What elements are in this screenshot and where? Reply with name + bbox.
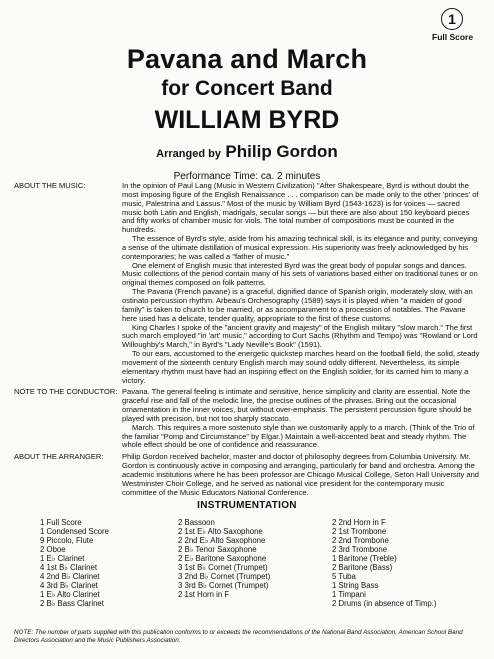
instrument-item: 1 E♭ Alto Clarinet: [40, 590, 100, 599]
about-music-paragraph: King Charles I spoke of the "ancient gravity and majesty" of the English military "slow march." The first such march employed "in 'art' music," according to Curt Sachs (Rhythm and Tempo) was "Rowland or Lord Willoughby's March," in Byrd's "Lady Neville's Book" (1591).: [122, 322, 478, 350]
instrument-item: 9 Piccolo, Flute: [40, 536, 94, 545]
arranger-prefix: Arranged by: [156, 148, 221, 160]
instrumentation-column: [40, 518, 160, 608]
page-number-badge: [432, 8, 472, 42]
about-music-paragraph: To our ears, accustomed to the energetic quickstep marches heard on the football field, the solid, steady movement of the sixteenth century English march may sound oddly different. Nevertheless, its simple elementary rhythm must have had an inspiring effect on the English soldier, for its carried him to many a victory.: [122, 349, 480, 385]
page-number: 1: [441, 8, 463, 30]
instrument-item: 2 E♭ Baritone Saxophone: [178, 554, 267, 563]
instrumentation-column: [178, 518, 328, 599]
instrument-item: 1 E♭ Clarinet: [40, 554, 85, 563]
footnote: NOTE: The number of parts supplied with this publication conforms to or exceeds the recommendations of the National Band Association, American School Band Directors Association and the Music Publishers Association.: [14, 629, 463, 644]
instrument-item: 4 2nd B♭ Clarinet: [40, 572, 100, 581]
conductor-note-paragraph: March. This requires a more sostenuto style than we customarily apply to a march. (Think of the Trio of the familiar "Pomp and Circumstance" by Elgar.) Maintain a well-accented beat and steady rhythm. The whole effect should be one of confidence and reassurance.: [122, 422, 475, 450]
instrument-item: 4 1st B♭ Clarinet: [40, 563, 97, 572]
page-subtitle: for Concert Band: [161, 77, 333, 100]
about-arranger-label: ABOUT THE ARRANGER:: [14, 452, 104, 462]
instrument-item: 2 1st Trombone: [332, 527, 387, 536]
about-music-section: [14, 182, 480, 385]
instrument-item: 4 3rd B♭ Clarinet: [40, 581, 98, 590]
instrument-item: 2 1st Horn in F: [178, 590, 230, 599]
instrument-item: 2 1st E♭ Alto Saxophone: [178, 527, 263, 536]
instrument-item: 3 1st B♭ Cornet (Trumpet): [178, 563, 268, 572]
instrument-item: 2 2nd E♭ Alto Saxophone: [178, 536, 266, 545]
full-score-label: Full Score: [432, 32, 474, 42]
instrument-item: 1 Condensed Score: [40, 527, 109, 536]
instrument-item: 2 B♭ Tenor Saxophone: [178, 545, 257, 554]
instrument-item: 1 Baritone (Treble): [332, 554, 397, 563]
instrument-item: 2 Drums (in absence of Timp.): [332, 599, 437, 608]
conductor-note-section: [14, 388, 480, 450]
about-arranger-section: [14, 453, 480, 497]
text-body: [14, 182, 480, 498]
page-title: Pavana and March: [126, 44, 368, 74]
arranger-name: Philip Gordon: [225, 142, 338, 161]
instrument-item: 2 Baritone (Bass): [332, 563, 393, 572]
instrument-item: 2 2nd Horn in F: [332, 518, 386, 527]
instrumentation-column: [332, 518, 482, 608]
performance-time: Performance Time: ca. 2 minutes: [173, 171, 321, 182]
title-block: [0, 0, 494, 182]
conductor-note-label: NOTE TO THE CONDUCTOR:: [14, 387, 118, 397]
instrument-item: 1 String Bass: [332, 581, 379, 590]
instrument-item: 1 Timpani: [332, 590, 366, 599]
instrument-item: 5 Tuba: [332, 572, 356, 581]
instrument-item: 2 3rd Trombone: [332, 545, 388, 554]
about-arranger-paragraph: Philip Gordon received bachelor, master and doctor of philosophy degrees from Columbia University. Mr. Gordon is continuously active in composing and arranging, particularly for band and orchestra. Among the academic institutions where he has been professor are Chicago Musical College, Seton Hall University and Westminster Choir College, and he served as national vice president for the contemporary music committee of the Music Educators National Conference.: [122, 452, 479, 497]
conductor-note-paragraph: Pavana. The general feeling is intimate and sensitive, hence simplicity and clarity are essential. Note the graceful rise and fall of the melodic line, the precise outlines of the phrases. Bring out the occasional ornamentation in the inner voices, but without over-emphasis. The persistent percussion figure should be played with precision, but not too sharply staccato.: [122, 387, 472, 423]
instrument-item: 2 Oboe: [40, 545, 66, 554]
about-music-paragraph: In the opinion of Paul Lang (Music in Western Civilization) "After Shakespeare, Byrd is without doubt the most imposing figure of the English Renaissance . . . comparison can be made only to the other 'princes' of music, Palestrina and Lassus." Most of the music by William Byrd (1543-1623) is for voices — sacred music both Latin and English, madrigals, secular songs — but there are also about 150 keyboard pieces and fifty works of chamber music for viols. The total number of compositions must be counted in the hundreds.: [122, 181, 479, 235]
about-music-paragraph: One element of English music that interested Byrd was the great body of popular songs and dances. Music collections of the period contain many of his sets of variations based either on traditional tunes or on original themes composed on folk patterns.: [122, 260, 478, 288]
instrument-item: 2 Bassoon: [178, 518, 215, 527]
instrument-item: 3 3rd B♭ Cornet (Trumpet): [178, 581, 269, 590]
instrument-item: 1 Full Score: [40, 518, 82, 527]
about-music-paragraph: The essence of Byrd's style, aside from his amazing technical skill, is its elegance and purity, conveying a sense of the ultimate distillation of musical expression. His superiority was freely acknowledged by his contemporaries; he was called a "father of music.": [122, 234, 478, 261]
instrument-item: 3 2nd B♭ Cornet (Trumpet): [178, 572, 271, 581]
instrument-item: 2 2nd Trombone: [332, 536, 389, 545]
about-music-paragraph: The Pavana (French pavane) is a graceful, dignified dance of Spanish origin, moderately slow, with an ostinato percussion rhythm. Arbeau's Orchesography (1589) says it is played when "a maiden of good family" is taken to church to be married, or as accompaniment to a procession of notables. The Pavane here used has a delicate, tender quality, appropriate to the first of these customs.: [122, 287, 473, 323]
instrumentation-title: INSTRUMENTATION: [197, 500, 297, 511]
arranger-line: [0, 141, 494, 165]
instrument-item: 2 B♭ Bass Clarinet: [40, 599, 104, 608]
composer-name: WILLIAM BYRD: [154, 106, 340, 134]
about-music-label: ABOUT THE MUSIC:: [14, 181, 86, 190]
